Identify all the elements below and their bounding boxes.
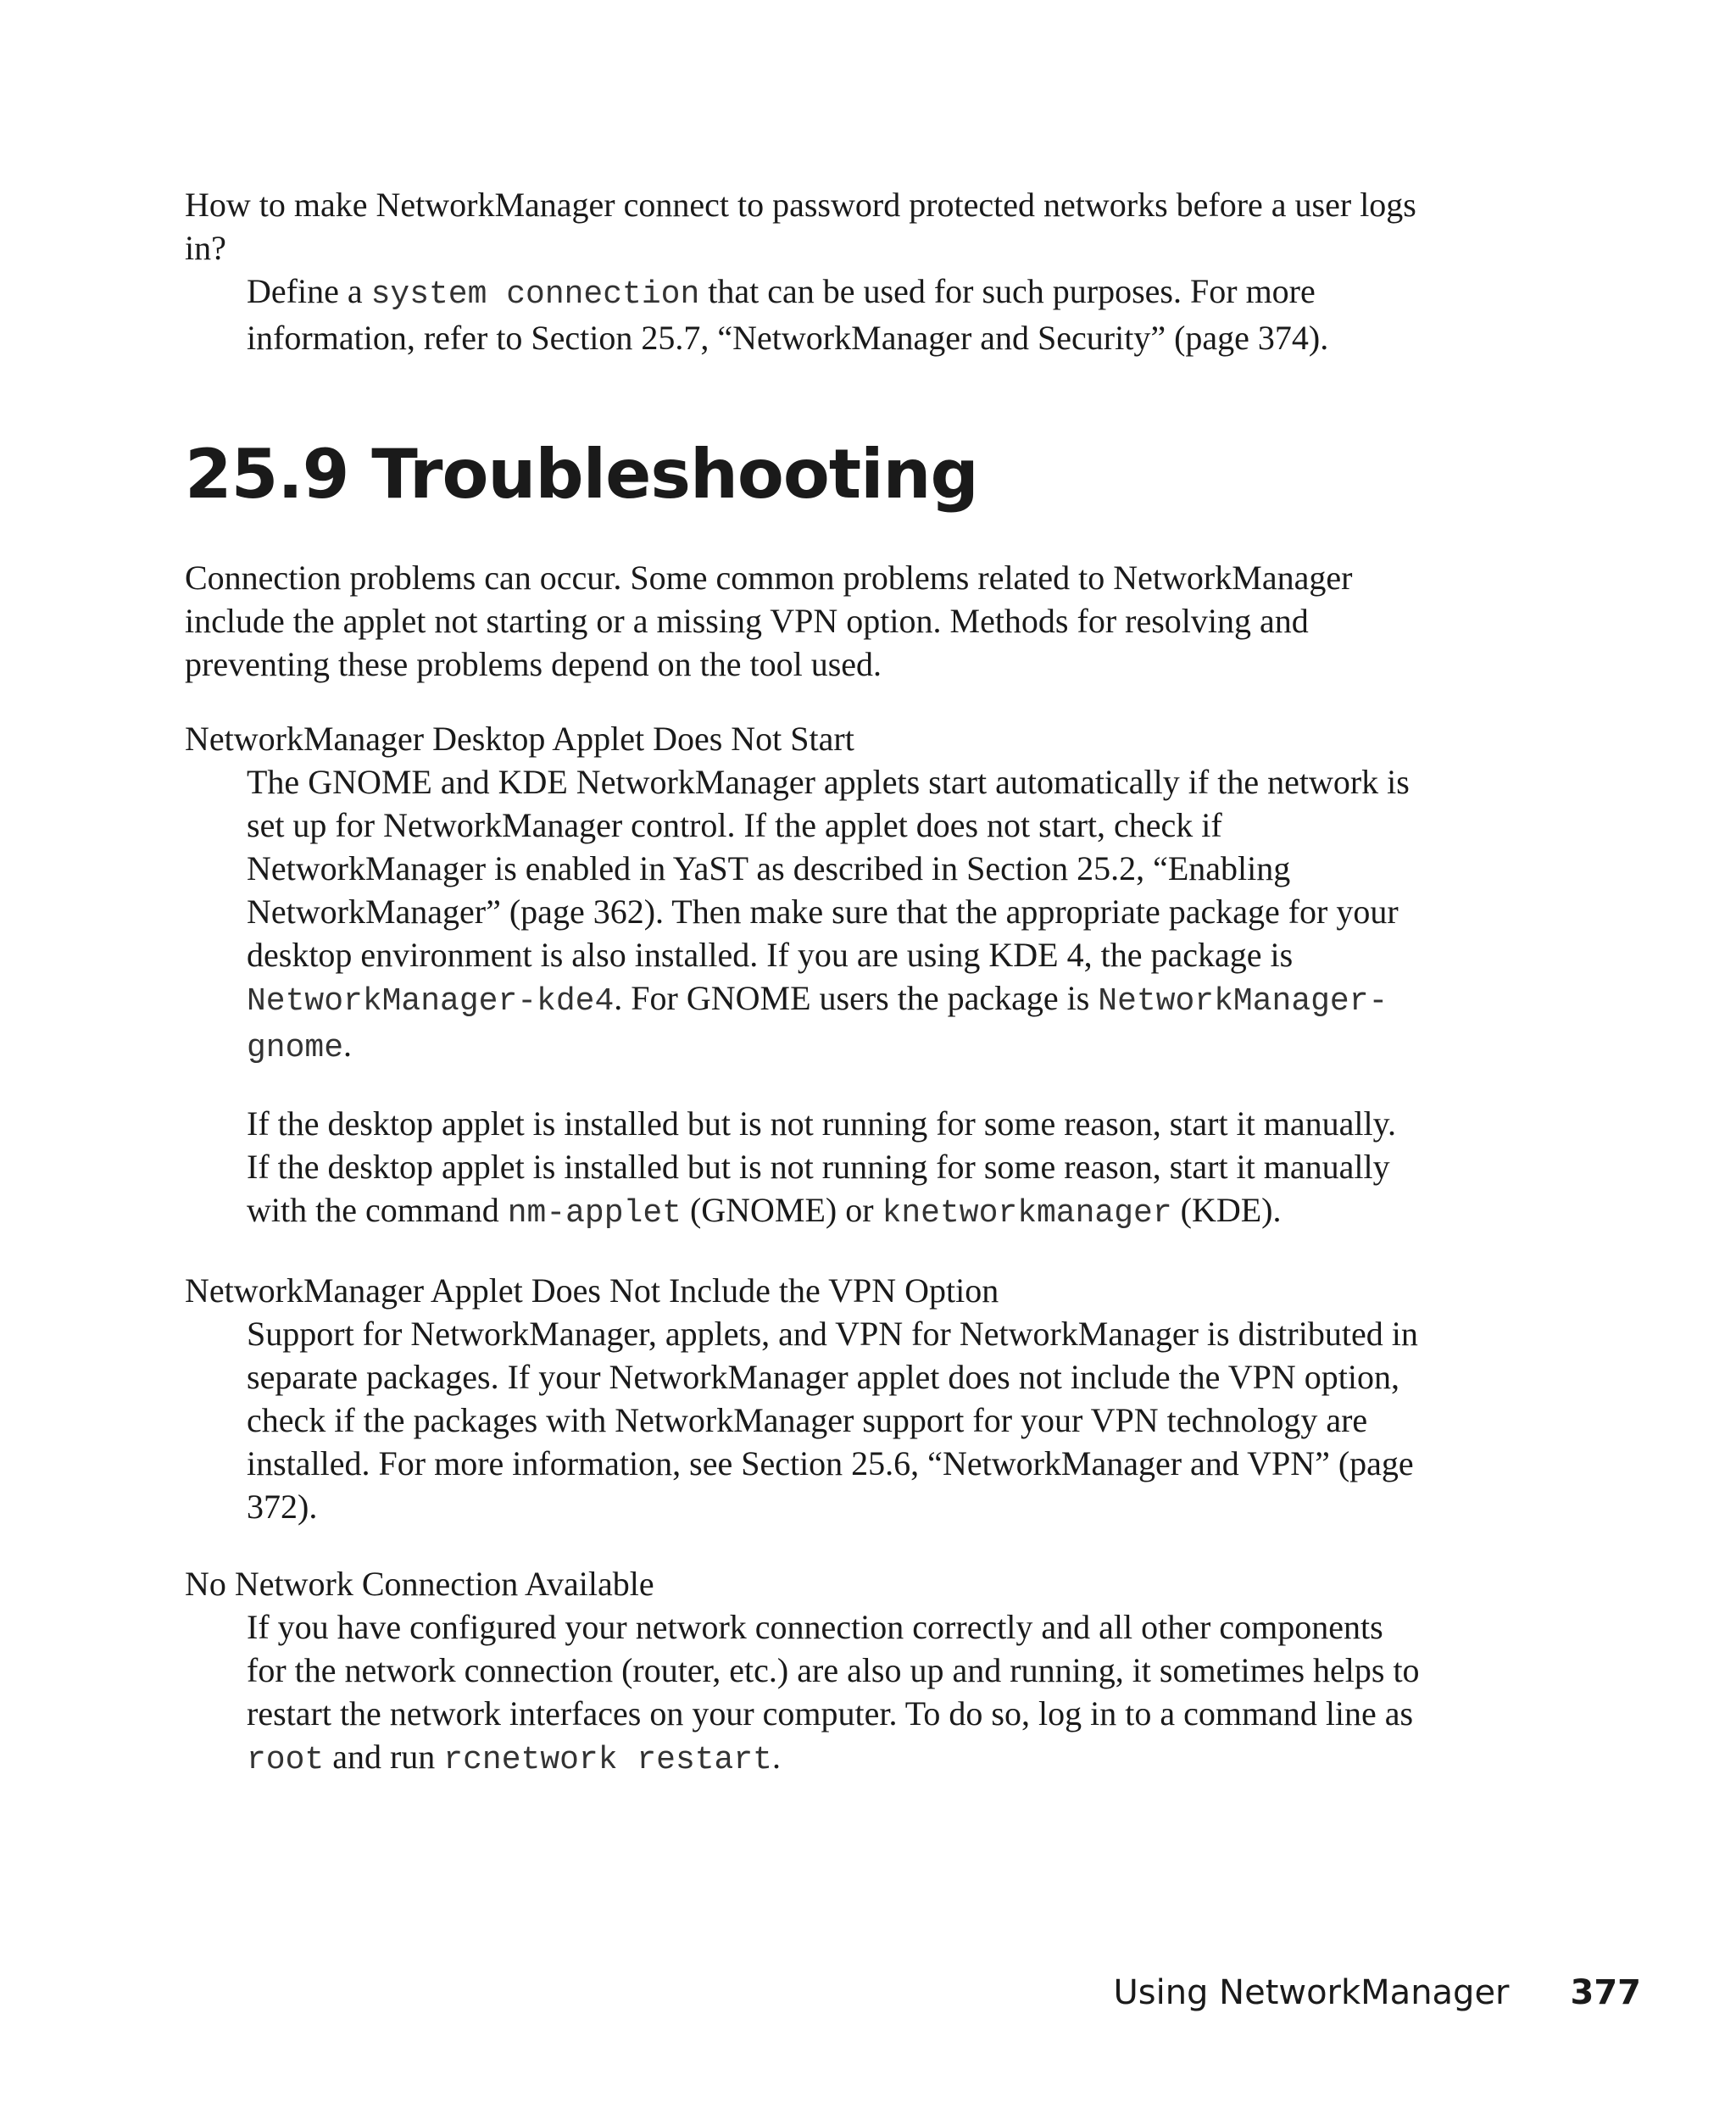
inline-code: NetworkManager-gnome bbox=[247, 983, 1388, 1066]
entry-text: (GNOME) or bbox=[681, 1191, 882, 1229]
inline-code: nm-applet bbox=[507, 1195, 682, 1232]
answer-text: Define a bbox=[247, 272, 371, 310]
troubleshooting-entry bbox=[185, 1269, 1422, 1528]
faq-question: How to make NetworkManager connect to password protected networks before a user logs in? bbox=[185, 186, 1416, 267]
entry-text: . bbox=[771, 1738, 781, 1776]
page-number: 377 bbox=[1570, 1973, 1641, 2012]
entry-paragraph bbox=[247, 1102, 1422, 1235]
troubleshooting-entry bbox=[185, 1562, 1422, 1782]
inline-code: NetworkManager-kde4 bbox=[247, 983, 615, 1020]
entry-text: (KDE). bbox=[1171, 1191, 1282, 1229]
entry-term: No Network Connection Available bbox=[185, 1565, 654, 1603]
faq-entry bbox=[185, 183, 1422, 359]
troubleshooting-entry bbox=[185, 717, 1422, 1235]
inline-code: root bbox=[247, 1742, 325, 1778]
section-intro: Connection problems can occur. Some common problems related to NetworkManager include the applet not starting or a missing VPN option. Methods for resolving and preventing these problems depend on the tool used. bbox=[185, 559, 1353, 683]
entry-paragraph: Support for NetworkManager, applets, and VPN for NetworkManager is distributed in separate packages. If your NetworkManager applet does not include the VPN option, check if the packages with NetworkManager support for your VPN technology are installed. For more information, see Section 25.6, “NetworkManager and VPN” (page 372). bbox=[247, 1315, 1418, 1526]
page-footer bbox=[1113, 1972, 1641, 2014]
entry-term: NetworkManager Desktop Applet Does Not Start bbox=[185, 720, 854, 758]
troubleshooting-list bbox=[185, 717, 1422, 1816]
entry-text: If the desktop applet is installed but is not running for some reason, start it manually. If the desktop applet is installed but is not running for some reason, start it manually with the command bbox=[247, 1104, 1397, 1229]
entry-term: NetworkManager Applet Does Not Include the VPN Option bbox=[185, 1271, 999, 1310]
entry-paragraph bbox=[247, 1605, 1422, 1782]
inline-code: knetworkmanager bbox=[882, 1195, 1172, 1232]
entry-paragraph bbox=[247, 760, 1422, 1070]
page-content bbox=[185, 183, 1422, 1778]
inline-code: system connection bbox=[370, 276, 700, 313]
entry-text: . bbox=[343, 1026, 353, 1064]
faq-answer bbox=[247, 270, 1422, 359]
inline-code: rcnetwork restart bbox=[443, 1742, 772, 1778]
answer-text: that can be used for such purposes. For more information, refer to Section 25.7, “NetworkManager and Security” (page 374). bbox=[247, 272, 1329, 357]
entry-text: and run bbox=[324, 1738, 444, 1776]
entry-text: The GNOME and KDE NetworkManager applets start automatically if the network is set up for NetworkManager control. If the applet does not start, check if NetworkManager is enabled in YaST as described in Section 25.2, “Enabling NetworkManager” (page 362). Then make sure that the appropriate package for your desktop environment is also installed. If you are using KDE 4, the package is bbox=[247, 763, 1410, 974]
running-chapter-title: Using NetworkManager bbox=[1113, 1973, 1510, 2012]
entry-text: . For GNOME users the package is bbox=[614, 979, 1099, 1017]
section-heading: 25.9 Troubleshooting bbox=[185, 435, 978, 514]
entry-text: If you have configured your network connection correctly and all other components for the network connection (router, etc.) are also up and running, it sometimes helps to restart the network interfaces on your computer. To do so, log in to a command line as bbox=[247, 1608, 1420, 1733]
